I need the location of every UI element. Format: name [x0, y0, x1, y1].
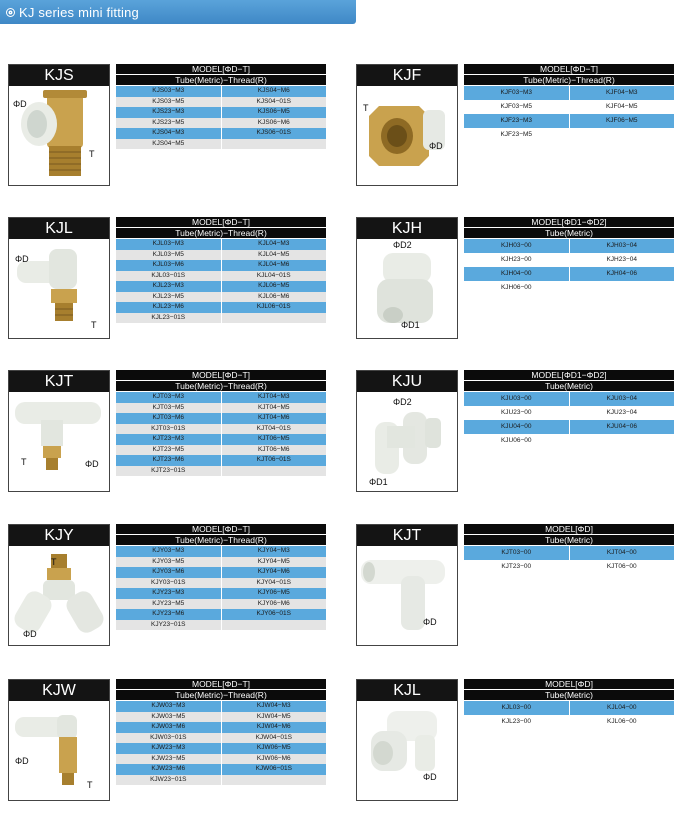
- product-kjs: [8, 64, 338, 194]
- annotation: ΦD: [23, 629, 37, 639]
- annotation: T: [87, 780, 93, 790]
- annotation: ΦD: [15, 254, 29, 264]
- table-row: KJS03−M5 KJS04−01S: [116, 97, 326, 108]
- product-kjl: [8, 217, 338, 347]
- product-kjf: [356, 64, 680, 194]
- annotation: ΦD2: [393, 397, 412, 407]
- kjt-union-fitting-image: [357, 546, 457, 646]
- table-row: KJH04−00 KJH04−06: [464, 267, 674, 281]
- section-title: KJ series mini fitting: [19, 4, 139, 20]
- table-row: KJL23−01S: [116, 313, 326, 324]
- table-row: KJL03−M6 KJL04−M6: [116, 260, 326, 271]
- table-row: KJL03−00 KJL04−00: [464, 701, 674, 715]
- kjt-thread-fitting-image: [9, 392, 109, 492]
- table-row: KJH03−00 KJH03−04: [464, 239, 674, 253]
- spec-header-sub: Tube(Metric): [464, 228, 674, 239]
- spec-header-sub: Tube(Metric): [464, 690, 674, 701]
- spec-header-sub: Tube(Metric)−Thread(R): [116, 381, 326, 392]
- spec-header-model: MODEL[ΦD1−ΦD2]: [464, 217, 674, 228]
- product-label: KJH: [357, 218, 457, 239]
- product-kjt-union: [356, 524, 680, 654]
- spec-header-model: MODEL[ΦD]: [464, 524, 674, 535]
- table-row: KJW23−M6 KJW06−01S: [116, 764, 326, 775]
- kjl-union-fitting-image: [357, 701, 457, 801]
- table-row: KJL03−01S KJL04−01S: [116, 271, 326, 282]
- product-kjw: [8, 679, 338, 809]
- spec-header-sub: Tube(Metric)−Thread(R): [116, 75, 326, 86]
- table-row: KJW23−M5 KJW06−M6: [116, 754, 326, 765]
- product-image-frame: [356, 217, 458, 339]
- table-row: KJY03−01S KJY04−01S: [116, 578, 326, 589]
- table-row: KJW03−M3 KJW04−M3: [116, 701, 326, 712]
- product-image-frame: [8, 217, 110, 339]
- kjf-fitting-image: [357, 86, 457, 186]
- annotation: T: [21, 457, 27, 467]
- annotation: ΦD: [13, 99, 27, 109]
- table-row: KJS04−M5: [116, 139, 326, 150]
- product-image-frame: [8, 370, 110, 492]
- table-row: KJT03−M6 KJT04−M6: [116, 413, 326, 424]
- table-row: KJF23−M3 KJF06−M5: [464, 114, 674, 128]
- product-label: KJT: [9, 371, 109, 392]
- table-row: KJT03−M5 KJT04−M5: [116, 403, 326, 414]
- spec-table: [116, 524, 326, 630]
- product-image-frame: [8, 679, 110, 801]
- product-label: KJW: [9, 680, 109, 701]
- table-row: KJL03−M3 KJL04−M3: [116, 239, 326, 250]
- table-row: KJS23−M3 KJS06−M5: [116, 107, 326, 118]
- spec-header-model: MODEL[ΦD]: [464, 679, 674, 690]
- spec-table: [464, 679, 674, 729]
- table-row: KJY23−01S: [116, 620, 326, 631]
- spec-header-model: MODEL[ΦD−T]: [116, 370, 326, 381]
- annotation: ΦD: [85, 459, 99, 469]
- table-row: KJT23−M5 KJT06−M6: [116, 445, 326, 456]
- spec-header-sub: Tube(Metric): [464, 535, 674, 546]
- annotation: ΦD: [423, 617, 437, 627]
- table-row: KJY03−M3 KJY04−M3: [116, 546, 326, 557]
- annotation: ΦD2: [393, 240, 412, 250]
- annotation: T: [51, 557, 57, 567]
- product-image-frame: [356, 679, 458, 801]
- section-header: [0, 0, 356, 24]
- table-row: KJT23−M3 KJT06−M5: [116, 434, 326, 445]
- table-row: KJS03−M3 KJS04−M6: [116, 86, 326, 97]
- table-row: KJY03−M5 KJY04−M5: [116, 557, 326, 568]
- product-image-frame: [8, 64, 110, 186]
- table-row: KJU04−00 KJU04−06: [464, 420, 674, 434]
- spec-header-model: MODEL[ΦD−T]: [116, 217, 326, 228]
- spec-header-sub: Tube(Metric)−Thread(R): [116, 228, 326, 239]
- spec-table: [116, 679, 326, 785]
- product-label: KJS: [9, 65, 109, 86]
- table-row: KJY23−M5 KJY06−M6: [116, 599, 326, 610]
- annotation: ΦD1: [401, 320, 420, 330]
- table-row: KJL23−00 KJL06−00: [464, 715, 674, 729]
- table-row: KJW03−01S KJW04−01S: [116, 733, 326, 744]
- kjw-fitting-image: [9, 701, 109, 801]
- spec-header-model: MODEL[ΦD−T]: [464, 64, 674, 75]
- table-row: KJT03−01S KJT04−01S: [116, 424, 326, 435]
- spec-header-model: MODEL[ΦD−T]: [116, 679, 326, 690]
- table-row: KJL23−M6 KJL06−01S: [116, 302, 326, 313]
- spec-table: [464, 370, 674, 448]
- product-image-frame: [356, 524, 458, 646]
- table-row: KJL23−M5 KJL06−M6: [116, 292, 326, 303]
- product-label: KJL: [9, 218, 109, 239]
- spec-header-sub: Tube(Metric)−Thread(R): [464, 75, 674, 86]
- table-row: KJW03−M5 KJW04−M5: [116, 712, 326, 723]
- table-row: KJT03−00 KJT04−00: [464, 546, 674, 560]
- table-row: KJH23−00 KJH23−04: [464, 253, 674, 267]
- table-row: KJT23−01S: [116, 466, 326, 477]
- table-row: KJW03−M6 KJW04−M6: [116, 722, 326, 733]
- table-row: KJT23−M6 KJT06−01S: [116, 455, 326, 466]
- table-row: KJU06−00: [464, 434, 674, 448]
- table-row: KJS04−M3 KJS06−01S: [116, 128, 326, 139]
- table-row: KJH06−00: [464, 281, 674, 295]
- product-kjl-union: [356, 679, 680, 809]
- spec-table: [464, 64, 674, 142]
- spec-header-sub: Tube(Metric): [464, 381, 674, 392]
- product-label: KJU: [357, 371, 457, 392]
- annotation: ΦD: [15, 756, 29, 766]
- spec-header-sub: Tube(Metric)−Thread(R): [116, 690, 326, 701]
- product-kjh: [356, 217, 680, 347]
- product-kjt-thread: [8, 370, 338, 500]
- annotation: ΦD: [429, 141, 443, 151]
- product-image-frame: [8, 524, 110, 646]
- spec-header-model: MODEL[ΦD−T]: [116, 524, 326, 535]
- product-image-frame: [356, 370, 458, 492]
- spec-header-model: MODEL[ΦD1−ΦD2]: [464, 370, 674, 381]
- annotation: ΦD1: [369, 477, 388, 487]
- product-label: KJF: [357, 65, 457, 86]
- spec-table: [116, 217, 326, 323]
- table-row: KJL23−M3 KJL06−M5: [116, 281, 326, 292]
- product-label: KJT: [357, 525, 457, 546]
- table-row: KJY23−M3 KJY06−M5: [116, 588, 326, 599]
- ring-bullet-icon: [6, 8, 15, 17]
- table-row: KJF23−M5: [464, 128, 674, 142]
- spec-table: [116, 64, 326, 149]
- spec-table: [116, 370, 326, 476]
- table-row: KJF03−M5 KJF04−M5: [464, 100, 674, 114]
- table-row: KJS23−M5 KJS06−M6: [116, 118, 326, 129]
- table-row: KJL03−M5 KJL04−M5: [116, 250, 326, 261]
- table-row: KJU23−00 KJU23−04: [464, 406, 674, 420]
- spec-table: [464, 524, 674, 574]
- annotation: ΦD: [423, 772, 437, 782]
- product-kju: [356, 370, 680, 500]
- product-image-frame: [356, 64, 458, 186]
- table-row: KJW23−M3 KJW06−M5: [116, 743, 326, 754]
- annotation: T: [363, 103, 369, 113]
- table-row: KJY23−M6 KJY06−01S: [116, 609, 326, 620]
- spec-table: [464, 217, 674, 295]
- table-row: KJT23−00 KJT06−00: [464, 560, 674, 574]
- product-label: KJY: [9, 525, 109, 546]
- table-row: KJU03−00 KJU03−04: [464, 392, 674, 406]
- spec-header-sub: Tube(Metric)−Thread(R): [116, 535, 326, 546]
- product-kjy: [8, 524, 338, 654]
- product-label: KJL: [357, 680, 457, 701]
- table-row: KJW23−01S: [116, 775, 326, 786]
- annotation: T: [91, 320, 97, 330]
- table-row: KJY03−M6 KJY04−M6: [116, 567, 326, 578]
- annotation: T: [89, 149, 95, 159]
- table-row: KJF03−M3 KJF04−M3: [464, 86, 674, 100]
- spec-header-model: MODEL[ΦD−T]: [116, 64, 326, 75]
- table-row: KJT03−M3 KJT04−M3: [116, 392, 326, 403]
